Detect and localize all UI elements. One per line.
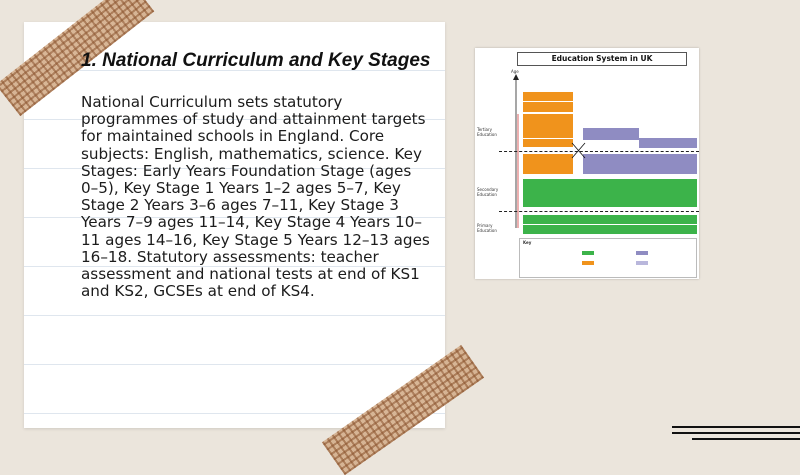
vocational-block-2 (639, 138, 697, 148)
stage-divider-2 (499, 211, 699, 212)
secondary-school-block (523, 179, 697, 207)
diagram-key (519, 238, 697, 278)
primary-education-label: Primary Education (477, 223, 497, 233)
vocational-block-3 (583, 154, 697, 174)
slide-body-text: National Curriculum sets statutory programmes of study and attainment targets for maintained schools in England. Core subjects: English, mathematics, science. Key Stages: Early Years Foundation Stage (ages 0–5), Key Stage 1 Years 1–2 ages 5–7, Key Stage 2 Years 3–6 ages 7–11, Key Stage 3 Years 7–9 ages 11–14, Key Stage 4 Years 10–11 ages 14–16, Key Stage 5 Years 12–13 ages 16–18. Statutory assessments: teacher assessment and national tests at end of KS1 and KS2, GCSEs at end of KS4. (81, 93, 430, 301)
age-axis-arrow (513, 74, 519, 230)
university-block-2 (523, 102, 573, 112)
sixth-form-block (523, 154, 573, 174)
secondary-education-label: Secondary Education (477, 187, 499, 197)
key-swatch-orange (582, 261, 594, 265)
tertiary-education-label: Tertiary Education (477, 127, 497, 137)
bachelor-block (523, 122, 573, 138)
vocational-block-1 (583, 128, 639, 140)
diagram-title: Education System in UK (517, 52, 687, 66)
decorative-lines (672, 424, 800, 450)
stage-divider-1 (499, 151, 699, 152)
key-label: Key (523, 240, 532, 245)
university-block-1 (523, 92, 573, 101)
age-axis-label: Age (511, 69, 519, 74)
primary-school-block-2 (523, 225, 697, 234)
foundation-block (523, 139, 573, 147)
key-swatch-purple-2 (636, 261, 648, 265)
primary-school-block-1 (523, 215, 697, 224)
key-swatch-purple-1 (636, 251, 648, 255)
university-block-3 (523, 114, 573, 122)
slide-title: 1. National Curriculum and Key Stages (81, 50, 431, 71)
key-swatch-green (582, 251, 594, 255)
education-system-diagram (475, 48, 699, 279)
